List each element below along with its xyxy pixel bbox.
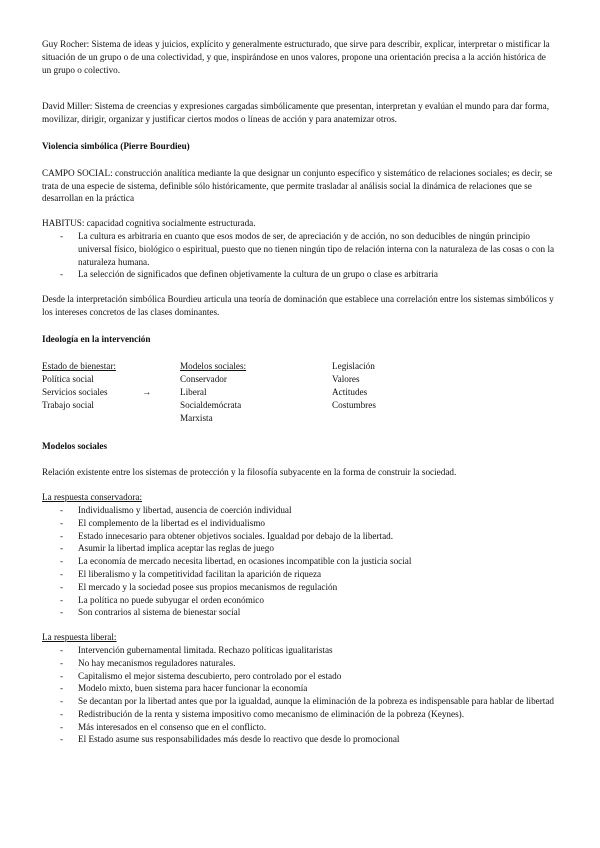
bourdieu-closing-paragraph: Desde la interpretación simbólica Bourdieu articula una teoría de dominación que establece una correlación entre los sistemas simbólicos y los intereses concretos de las clases dominantes. [42, 294, 554, 317]
column-item: Socialdemócrata [180, 399, 242, 410]
list-item: - Asumir la libertad implica aceptar las reglas de juego [42, 542, 557, 555]
list-item: - La política no puede subyugar el orden económico [42, 594, 557, 607]
list-item: - Estado innecesario para obtener objetivos sociales. Igualdad por debajo de la libertad. [42, 530, 557, 543]
heading-ideologia: Ideología en la intervención [42, 333, 151, 344]
list-item: - El complemento de la libertad es el individualismo [42, 517, 557, 530]
definition-rocher: Guy Rocher: Sistema de ideas y juicios, explícito y generalmente estructurado, que sirve para describir, explicar, interpretar o mistificar la situación de un grupo o de una colectividad, y que, inspirándose en unos valores, propone una orientación precisa a la acción histórica de un grupo o colectivo. [42, 39, 550, 75]
column-item: Legislación [332, 360, 375, 371]
liberal-title: La respuesta liberal: [42, 632, 117, 643]
conservadora-title: La respuesta conservadora: [42, 492, 142, 503]
column-item: Valores [332, 373, 360, 384]
column-item: Trabajo social [42, 399, 94, 410]
column-modelos-sociales [180, 360, 246, 425]
list-item: - No hay mecanismos reguladores naturales. [42, 657, 557, 670]
column-item: Conservador [180, 373, 227, 384]
column-item: Servicios sociales [42, 386, 108, 397]
list-item: - El mercado y la sociedad posee sus propios mecanismos de regulación [42, 581, 557, 594]
column-item: Costumbres [332, 399, 376, 410]
list-item: - Redistribución de la renta y sistema impositivo como mecanismo de eliminación de la pobreza (Keynes). [42, 708, 557, 721]
column-header: Modelos sociales: [180, 360, 247, 371]
column-item: Marxista [180, 412, 213, 423]
campo-social-paragraph: CAMPO SOCIAL: construcción analítica mediante la que designar un conjunto específico y sistemático de relaciones sociales; es decir, se trata de una especie de sistema, definible sólo históricamente, que permite trasladar al análisis social la dinámica de relaciones que se desarrollan en la práctica [42, 167, 553, 204]
definition-miller: David Miller: Sistema de creencias y expresiones cargadas simbólicamente que presentan, interpretan y evalúan el mundo para dar forma, movilizar, dirigir, organizar y justificar ciertos modos o líneas de acción y para anatemizar otros. [42, 101, 549, 125]
list-item: - Más interesados en el consenso que en el conflicto. [42, 721, 557, 734]
liberal-list [42, 644, 557, 746]
list-item: - El liberalismo y la competitividad facilitan la aparición de riqueza [42, 568, 557, 581]
habitus-paragraph: HABITUS: capacidad cognitiva socialmente estructurada. [42, 218, 256, 229]
heading-modelos-sociales: Modelos sociales [42, 440, 108, 451]
arrow-right-icon: → [142, 386, 152, 397]
list-item: - La cultura es arbitraria en cuanto que esos modos de ser, de apreciación y de acción, no son deducibles de ningún principio universal físico, biológico o espiritual, puesto que no tienen ningún tipo de relación interna con la naturaleza de las cosas o con la naturaleza humana. [42, 230, 557, 268]
list-item: - Se decantan por la libertad antes que por la igualdad, aunque la eliminación de la pobreza es indispensable para hablar de libertad [42, 695, 557, 708]
column-legislacion [332, 360, 376, 412]
list-item: - Individualismo y libertad, ausencia de coerción individual [42, 504, 557, 517]
list-item: - Modelo mixto, buen sistema para hacer funcionar la economía [42, 682, 557, 695]
column-item: Actitudes [332, 386, 368, 397]
heading-violencia-simbolica: Violencia simbólica (Pierre Bourdieu) [42, 140, 190, 151]
column-header: Estado de bienestar: [42, 360, 116, 371]
list-item: - Intervención gubernamental limitada. Rechazo políticas igualitaristas [42, 644, 557, 657]
column-item: Política social [42, 373, 94, 384]
list-item: - La economía de mercado necesita libertad, en ocasiones incompatible con la justicia social [42, 555, 557, 568]
list-item: - El Estado asume sus responsabilidades más desde lo reactivo que desde lo promocional [42, 733, 557, 746]
column-item: Liberal [180, 386, 207, 397]
habitus-list [42, 230, 557, 281]
document-page [42, 38, 557, 746]
list-item: - Capitalismo el mejor sistema descubierto, pero controlado por el estado [42, 670, 557, 683]
ideologia-columns [42, 360, 557, 426]
conservadora-list [42, 504, 557, 619]
column-estado-bienestar [42, 360, 116, 412]
modelos-intro: Relación existente entre los sistemas de protección y la filosofía subyacente en la forma de construir la sociedad. [42, 467, 457, 478]
list-item: - La selección de significados que definen objetivamente la cultura de un grupo o clase es arbitraria [42, 268, 557, 281]
list-item: - Son contrarios al sistema de bienestar social [42, 606, 557, 619]
